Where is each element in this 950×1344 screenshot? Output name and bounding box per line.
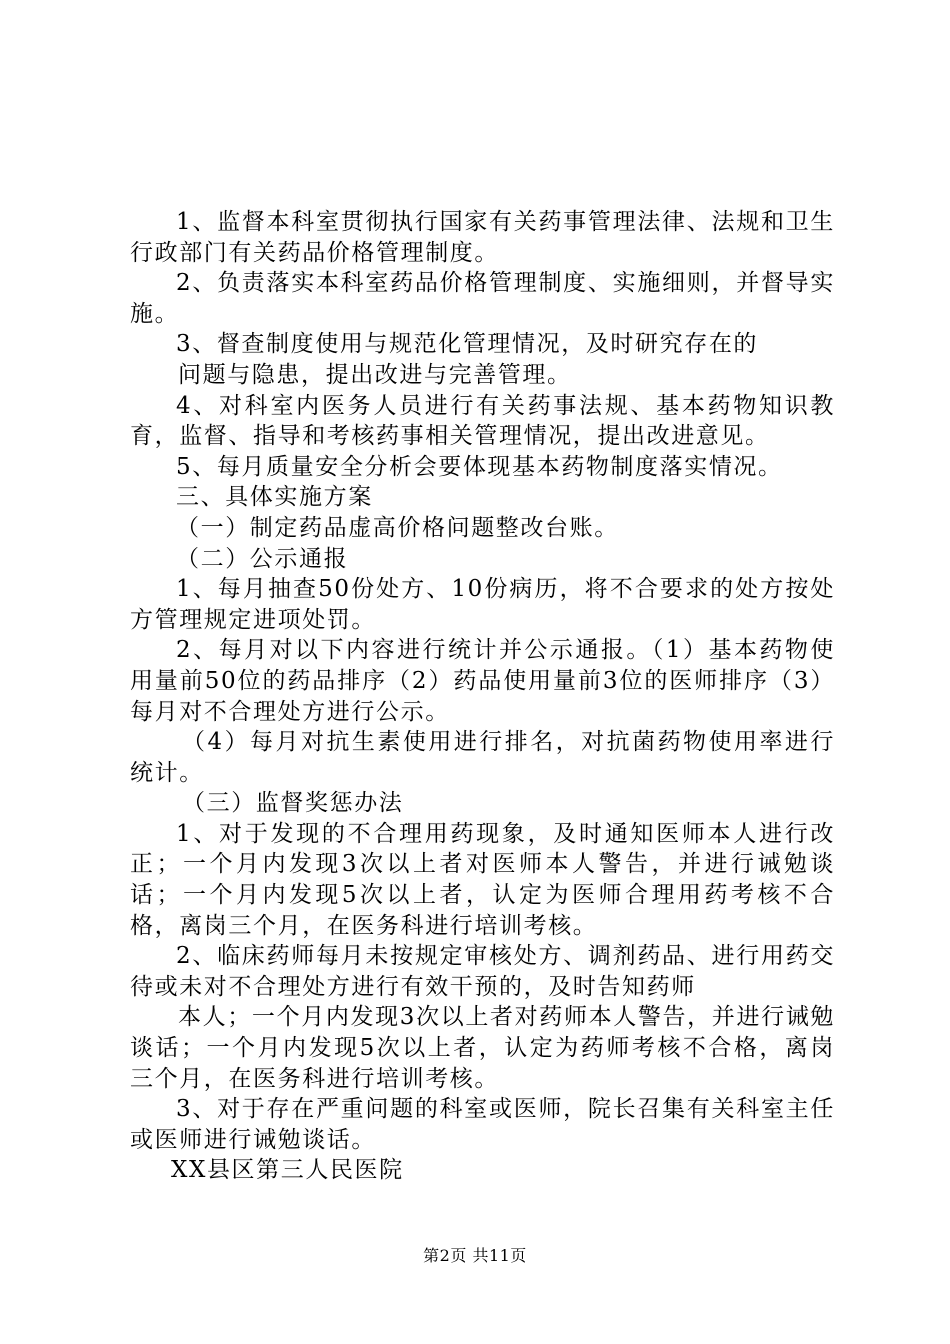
section-heading-implementation: 三、具体实施方案 [176,484,373,511]
paragraph-item-3: 3、督查制度使用与规范化管理情况，及时研究存在的 [176,331,759,358]
subsection-heading-3: （三）监督奖惩办法 [182,790,404,817]
paragraph-item-3-continued: 问题与隐患，提出改进与完善管理。 [178,361,572,388]
paragraph-statistics: 2、每月对以下内容进行统计并公示通报。（1）基本药物使用量前50位的药品排序（2）药品使用量前3位的医师排序（3）每月对不合理处方进行公示。 [130,637,835,725]
paragraph-item-4: 4、对科室内医务人员进行有关药事法规、基本药物知识教育，监督、指导和考核药事相关管理情况，提出改进意见。 [130,392,835,450]
signature-hospital-name: XX县区第三人民医院 [171,1157,404,1184]
page-number-footer: 第2页 共11页 [423,1246,527,1265]
paragraph-serious-issues: 3、对于存在严重问题的科室或医师，院长召集有关科室主任或医师进行诫勉谈话。 [130,1096,835,1153]
subsection-heading-1: （一）制定药品虚高价格问题整改台账。 [176,514,619,541]
paragraph-item-5: 5、每月质量安全分析会要体现基本药物制度落实情况。 [176,453,783,480]
paragraph-antibiotics: （4）每月对抗生素使用进行排名，对抗菌药物使用率进行统计。 [130,729,835,786]
subsection-heading-2: （二）公示通报 [176,545,349,572]
paragraph-pharmacist-penalty-continued: 本人；一个月内发现3次以上者对药师本人警告，并进行诫勉谈话；一个月内发现5次以上者，认定为药师考核不合格，离岗三个月，在医务科进行培训考核。 [130,1004,835,1092]
paragraph-item-1: 1、监督本科室贯彻执行国家有关药事管理法律、法规和卫生行政部门有关药品价格管理制度。 [130,209,835,266]
paragraph-item-2: 2、负责落实本科室药品价格管理制度、实施细则，并督导实施。 [130,270,835,327]
paragraph-physician-penalty: 1、对于发现的不合理用药现象，及时通知医师本人进行改正；一个月内发现3次以上者对医师本人警告，并进行诫勉谈话；一个月内发现5次以上者，认定为医师合理用药考核不合格，离岗三个月，在医务科进行培训考核。 [130,820,835,939]
document-body [130,207,835,1186]
paragraph-spot-check: 1、每月抽查50份处方、10份病历，将不合要求的处方按处方管理规定进项处罚。 [130,576,835,633]
paragraph-pharmacist-penalty: 2、临床药师每月未按规定审核处方、调剂药品、进行用药交待或未对不合理处方进行有效干预的，及时告知药师 [130,943,835,1000]
